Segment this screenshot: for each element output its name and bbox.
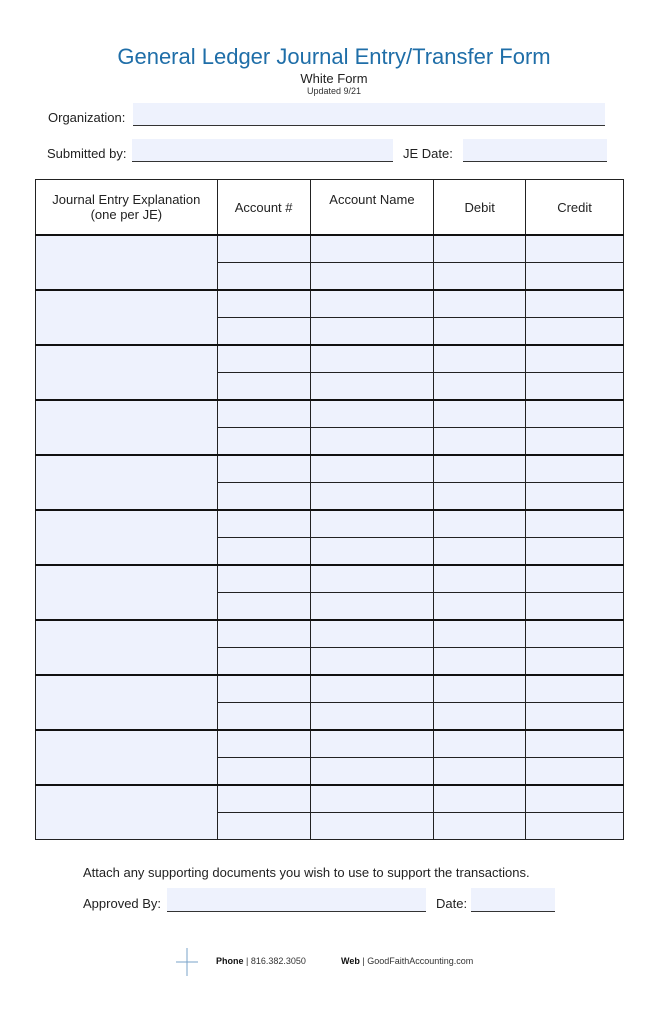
- account-name-cell[interactable]: [310, 813, 434, 840]
- credit-cell[interactable]: [526, 318, 624, 346]
- submitted-by-field[interactable]: [132, 139, 393, 162]
- explanation-cell[interactable]: [36, 400, 218, 455]
- col-header-account-number: Account #: [217, 180, 310, 236]
- account-name-cell[interactable]: [310, 235, 434, 263]
- col-header-explanation-line2: (one per JE): [90, 207, 163, 222]
- account-name-cell[interactable]: [310, 345, 434, 373]
- debit-cell[interactable]: [434, 235, 526, 263]
- credit-cell[interactable]: [526, 785, 624, 813]
- credit-cell[interactable]: [526, 565, 624, 593]
- account-name-cell[interactable]: [310, 318, 434, 346]
- debit-cell[interactable]: [434, 483, 526, 511]
- debit-cell[interactable]: [434, 345, 526, 373]
- table-body: [36, 235, 624, 840]
- approved-by-label: Approved By:: [83, 896, 162, 911]
- explanation-cell[interactable]: [36, 675, 218, 730]
- table-row: [36, 510, 624, 538]
- explanation-cell[interactable]: [36, 290, 218, 345]
- table-header-row: [36, 180, 624, 236]
- credit-cell[interactable]: [526, 263, 624, 291]
- table-row: [36, 675, 624, 703]
- explanation-cell[interactable]: [36, 785, 218, 840]
- account-name-cell[interactable]: [310, 565, 434, 593]
- account-name-cell[interactable]: [310, 703, 434, 731]
- table-row: [36, 290, 624, 318]
- account-number-cell[interactable]: [217, 675, 310, 703]
- phone-value: 816.382.3050: [250, 956, 306, 966]
- supporting-docs-note: Attach any supporting documents you wish to use to support the transactions.: [83, 865, 530, 880]
- account-number-cell[interactable]: [217, 648, 310, 676]
- je-date-label: JE Date:: [403, 146, 453, 161]
- credit-cell[interactable]: [526, 345, 624, 373]
- account-number-cell[interactable]: [217, 730, 310, 758]
- debit-cell[interactable]: [434, 428, 526, 456]
- col-header-account-name: Account Name: [310, 180, 434, 236]
- web-label: Web: [341, 956, 360, 966]
- explanation-cell[interactable]: [36, 235, 218, 290]
- table-row: [36, 455, 624, 483]
- credit-cell[interactable]: [526, 758, 624, 786]
- explanation-cell[interactable]: [36, 620, 218, 675]
- table-row: [36, 565, 624, 593]
- account-number-cell[interactable]: [217, 235, 310, 263]
- credit-cell[interactable]: [526, 400, 624, 428]
- account-number-cell[interactable]: [217, 538, 310, 566]
- table-row: [36, 620, 624, 648]
- credit-cell[interactable]: [526, 510, 624, 538]
- debit-cell[interactable]: [434, 455, 526, 483]
- account-name-cell[interactable]: [310, 455, 434, 483]
- approved-date-field[interactable]: [471, 888, 555, 912]
- debit-cell[interactable]: [434, 400, 526, 428]
- account-number-cell[interactable]: [217, 703, 310, 731]
- footer-web: Web | GoodFaithAccounting.com: [341, 956, 474, 966]
- account-number-cell[interactable]: [217, 428, 310, 456]
- credit-cell[interactable]: [526, 730, 624, 758]
- credit-cell[interactable]: [526, 813, 624, 840]
- account-name-cell[interactable]: [310, 510, 434, 538]
- debit-cell[interactable]: [434, 290, 526, 318]
- account-number-cell[interactable]: [217, 593, 310, 621]
- debit-cell[interactable]: [434, 730, 526, 758]
- account-name-cell[interactable]: [310, 648, 434, 676]
- debit-cell[interactable]: [434, 373, 526, 401]
- approved-by-field[interactable]: [167, 888, 426, 912]
- account-name-cell[interactable]: [310, 593, 434, 621]
- account-name-cell[interactable]: [310, 428, 434, 456]
- debit-cell[interactable]: [434, 510, 526, 538]
- explanation-cell[interactable]: [36, 345, 218, 400]
- credit-cell[interactable]: [526, 235, 624, 263]
- debit-cell[interactable]: [434, 318, 526, 346]
- account-number-cell[interactable]: [217, 373, 310, 401]
- account-number-cell[interactable]: [217, 565, 310, 593]
- credit-cell[interactable]: [526, 620, 624, 648]
- footer-phone: Phone | 816.382.3050: [216, 956, 306, 966]
- account-name-cell[interactable]: [310, 290, 434, 318]
- credit-cell[interactable]: [526, 675, 624, 703]
- debit-cell[interactable]: [434, 758, 526, 786]
- account-name-cell[interactable]: [310, 730, 434, 758]
- account-number-cell[interactable]: [217, 813, 310, 840]
- account-name-cell[interactable]: [310, 675, 434, 703]
- credit-cell[interactable]: [526, 703, 624, 731]
- account-number-cell[interactable]: [217, 758, 310, 786]
- debit-cell[interactable]: [434, 703, 526, 731]
- debit-cell[interactable]: [434, 593, 526, 621]
- table-row: [36, 345, 624, 373]
- date-label: Date:: [436, 896, 468, 911]
- account-name-cell[interactable]: [310, 400, 434, 428]
- organization-field[interactable]: [133, 103, 605, 126]
- account-name-cell[interactable]: [310, 538, 434, 566]
- col-header-explanation-line1: Journal Entry Explanation: [52, 192, 201, 207]
- credit-cell[interactable]: [526, 373, 624, 401]
- account-number-cell[interactable]: [217, 483, 310, 511]
- credit-cell[interactable]: [526, 648, 624, 676]
- account-name-cell[interactable]: [310, 263, 434, 291]
- credit-cell[interactable]: [526, 290, 624, 318]
- col-header-debit: Debit: [434, 180, 526, 236]
- col-header-explanation: [36, 180, 218, 236]
- debit-cell[interactable]: [434, 538, 526, 566]
- credit-cell[interactable]: [526, 483, 624, 511]
- credit-cell[interactable]: [526, 428, 624, 456]
- account-name-cell[interactable]: [310, 483, 434, 511]
- account-number-cell[interactable]: [217, 318, 310, 346]
- explanation-cell[interactable]: [36, 455, 218, 510]
- account-number-cell[interactable]: [217, 455, 310, 483]
- explanation-cell[interactable]: [36, 510, 218, 565]
- submitted-by-label: Submitted by:: [47, 146, 127, 161]
- debit-cell[interactable]: [434, 785, 526, 813]
- table-row: [36, 730, 624, 758]
- account-number-cell[interactable]: [217, 400, 310, 428]
- credit-cell[interactable]: [526, 593, 624, 621]
- debit-cell[interactable]: [434, 565, 526, 593]
- debit-cell[interactable]: [434, 620, 526, 648]
- explanation-cell[interactable]: [36, 730, 218, 785]
- account-number-cell[interactable]: [217, 785, 310, 813]
- account-number-cell[interactable]: [217, 263, 310, 291]
- account-number-cell[interactable]: [217, 345, 310, 373]
- web-value[interactable]: GoodFaithAccounting.com: [367, 956, 474, 966]
- debit-cell[interactable]: [434, 813, 526, 840]
- debit-cell[interactable]: [434, 675, 526, 703]
- form-subtitle: White Form: [300, 71, 368, 86]
- credit-cell[interactable]: [526, 455, 624, 483]
- je-date-field[interactable]: [463, 139, 607, 162]
- organization-label: Organization:: [48, 110, 126, 125]
- phone-label: Phone: [216, 956, 244, 966]
- updated-date: Updated 9/21: [306, 86, 362, 96]
- debit-cell[interactable]: [434, 648, 526, 676]
- debit-cell[interactable]: [434, 263, 526, 291]
- table-row: [36, 785, 624, 813]
- account-number-cell[interactable]: [217, 620, 310, 648]
- credit-cell[interactable]: [526, 538, 624, 566]
- account-number-cell[interactable]: [217, 290, 310, 318]
- account-number-cell[interactable]: [217, 510, 310, 538]
- account-name-cell[interactable]: [310, 785, 434, 813]
- col-header-credit: Credit: [526, 180, 624, 236]
- account-name-cell[interactable]: [310, 758, 434, 786]
- table-row: [36, 235, 624, 263]
- journal-entry-table: [35, 179, 624, 840]
- sparkle-logo-icon: [176, 948, 198, 976]
- table-row: [36, 400, 624, 428]
- account-name-cell[interactable]: [310, 620, 434, 648]
- account-name-cell[interactable]: [310, 373, 434, 401]
- explanation-cell[interactable]: [36, 565, 218, 620]
- form-title: General Ledger Journal Entry/Transfer Form: [117, 44, 551, 69]
